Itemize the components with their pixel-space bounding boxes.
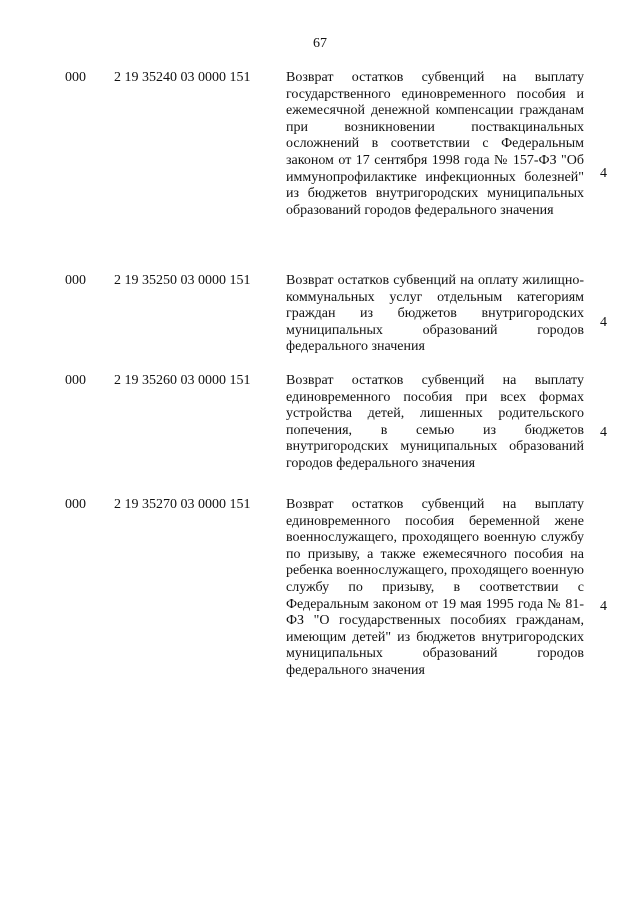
row-value: 4: [600, 599, 607, 614]
row-description: Возврат остатков субвенций на выплату государственного единовременного пособия и ежемесячной денежной компенсации гражданам при возникновении поствакцинальных осложнений в соответствии с Федеральным законом от 17 сентября 1998 года № 157-ФЗ "Об иммунопрофилактике инфекционных болезней" из бюджетов внутригородских муниципальных образований городов федерального значения: [286, 70, 584, 218]
admin-code: 000: [65, 373, 86, 388]
page-number: 67: [313, 36, 327, 51]
kbk-code: 2 19 35250 03 0000 151: [114, 273, 251, 288]
kbk-code: 2 19 35240 03 0000 151: [114, 70, 251, 85]
kbk-code: 2 19 35260 03 0000 151: [114, 373, 251, 388]
admin-code: 000: [65, 70, 86, 85]
row-value: 4: [600, 315, 607, 330]
row-description: Возврат остатков субвенций на выплату единовременного пособия при всех формах устройства детей, лишенных родительского попечения, в семью из бюджетов внутригородских муниципальных образований городов федерального значения: [286, 373, 584, 471]
row-value: 4: [600, 166, 607, 181]
admin-code: 000: [65, 273, 86, 288]
row-description: Возврат остатков субвенций на выплату единовременного пособия беременной жене военнослужащего, проходящего военную службу по призыву, а также ежемесячного пособия на ребенка военнослужащего, проходящего военную службу по призыву, в соответствии с Федеральным законом от 19 мая 1995 года № 81-ФЗ "О государственных пособиях гражданам, имеющим детей" из бюджетов внутригородских муниципальных образований городов федерального значения: [286, 497, 584, 678]
row-value: 4: [600, 425, 607, 440]
kbk-code: 2 19 35270 03 0000 151: [114, 497, 251, 512]
row-description: Возврат остатков субвенций на оплату жилищно-коммунальных услуг отдельным категориям граждан из бюджетов внутригородских муниципальных образований городов федерального значения: [286, 273, 584, 355]
admin-code: 000: [65, 497, 86, 512]
